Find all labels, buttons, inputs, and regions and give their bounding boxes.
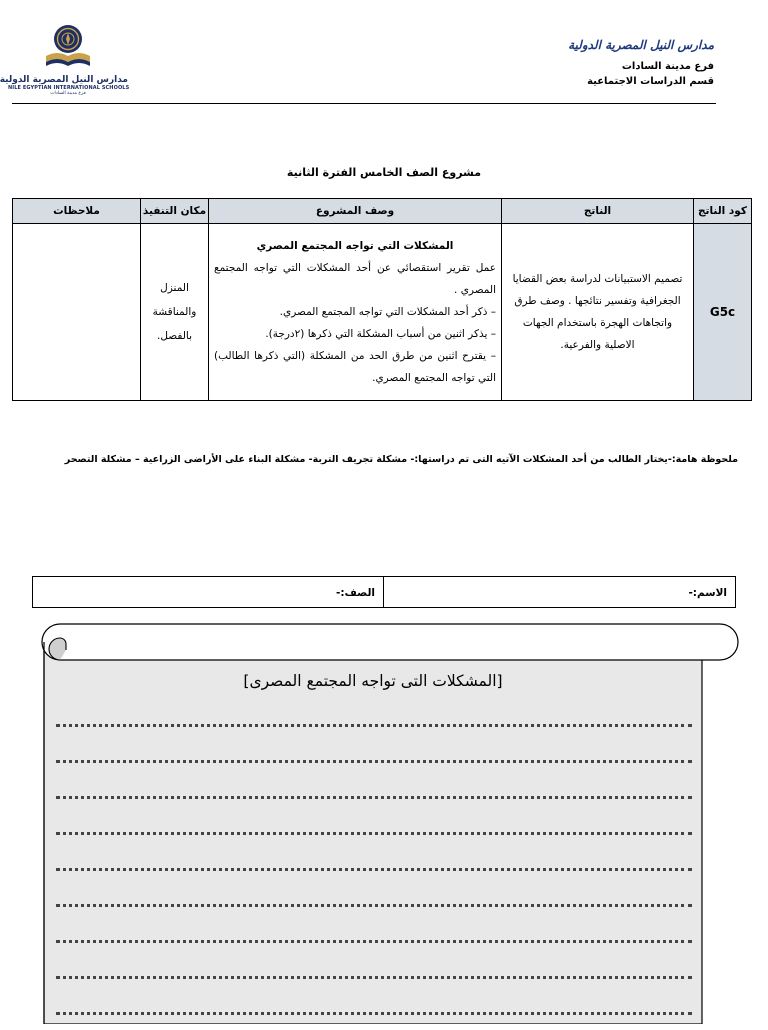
description-intro: عمل تقرير استقصائي عن أحد المشكلات التي تواجه المجتمع المصري . xyxy=(214,262,496,296)
logo-name-arabic: مدارس النيل المصرية الدولية xyxy=(0,75,128,85)
writing-line[interactable] xyxy=(56,706,692,742)
header-code: كود الناتج xyxy=(694,199,752,224)
document-title: مشروع الصف الخامس الفترة الثانية xyxy=(286,166,482,179)
writing-line[interactable] xyxy=(56,994,692,1030)
writing-lines xyxy=(56,706,692,1030)
writing-line[interactable] xyxy=(56,778,692,814)
school-name: مدارس النيل المصرية الدولية xyxy=(568,38,714,52)
department-name: قسم الدراسات الاجتماعية xyxy=(587,76,714,87)
class-field[interactable]: الصف:- xyxy=(336,587,375,599)
writing-line[interactable] xyxy=(56,850,692,886)
writing-line[interactable] xyxy=(56,886,692,922)
description-point: – ذكر أحد المشكلات التي تواجه المجتمع المصري. xyxy=(279,306,496,318)
description-title: المشكلات التي تواجه المجتمع المصري xyxy=(256,240,454,252)
header-outcome: الناتج xyxy=(502,199,694,224)
description-point: – يقترح اثنين من طرق الحد من المشكلة (التي ذكرها الطالب) التي تواجه المجتمع المصري. xyxy=(214,350,496,384)
header-description: وصف المشروع xyxy=(209,199,502,224)
place-line: بالفصل. xyxy=(156,330,193,342)
writing-line[interactable] xyxy=(56,814,692,850)
place-line: المنزل xyxy=(160,282,189,294)
logo-name-english: NILE EGYPTIAN INTERNATIONAL SCHOOLS xyxy=(8,85,130,91)
outcome-code: G5c xyxy=(694,224,752,401)
school-branch: فرع مدينة السادات xyxy=(621,61,714,72)
place-line: والمناقشة xyxy=(152,306,197,318)
writing-line[interactable] xyxy=(56,922,692,958)
header-notes: ملاحظات xyxy=(13,199,141,224)
writing-line[interactable] xyxy=(56,958,692,994)
name-field[interactable]: الاسم:- xyxy=(383,577,735,607)
description-point: – يذكر اثنين من أسباب المشكلة التي ذكرها (٢درجة). xyxy=(265,328,496,340)
important-note: ملحوظة هامة:-يختار الطالب من أحد المشكلات الآتيه التى تم دراستها:- مشكلة تجريف التربة- مشكلة البناء على الأراضى الزراعية – مشكلة التصحر xyxy=(64,454,738,465)
writing-line[interactable] xyxy=(56,742,692,778)
header-place: مكان التنفيذ xyxy=(141,199,209,224)
outcome-text: تصميم الاستبيانات لدراسة بعض القضايا الجغرافية وتفسير نتائجها . وصف طرق واتجاهات الهجرة باستخدام الجهات الاصلية والفرعية. xyxy=(502,224,694,401)
scroll-title: [المشكلات التى تواجه المجتمع المصرى] xyxy=(243,672,503,690)
logo-branch: فرع مدينة السادات xyxy=(50,91,86,96)
